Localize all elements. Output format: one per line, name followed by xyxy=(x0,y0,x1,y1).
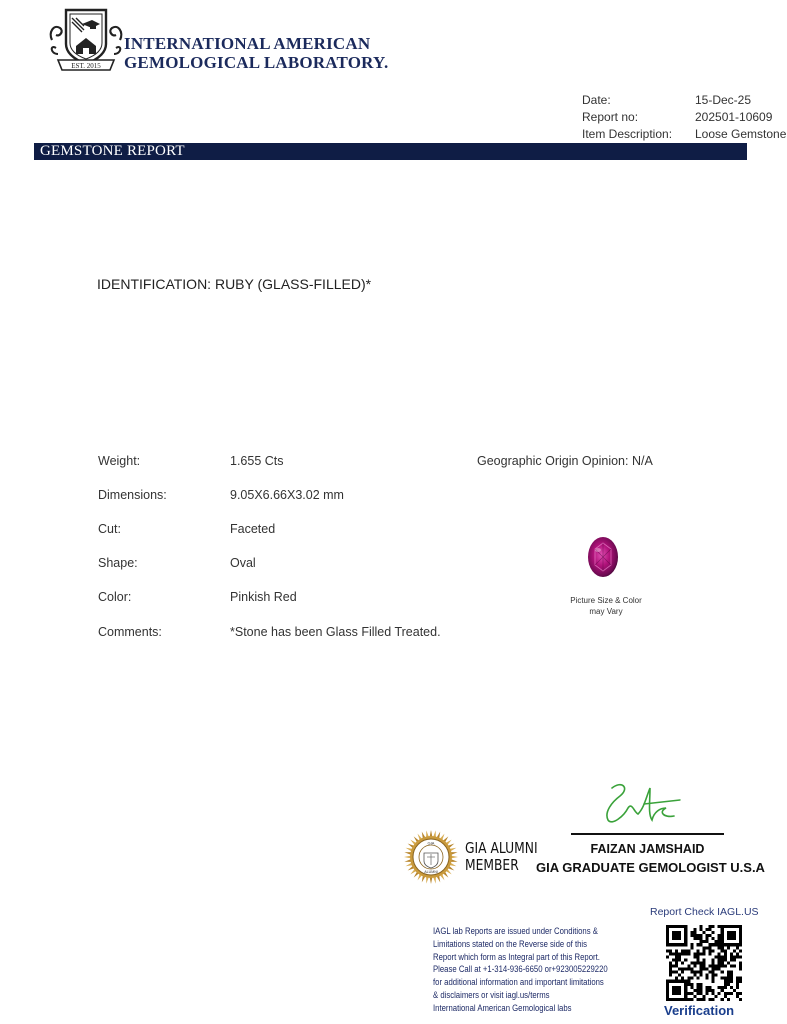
crest-logo-icon xyxy=(48,4,124,74)
identification: IDENTIFICATION: RUBY (GLASS-FILLED)* xyxy=(97,276,372,292)
signer-title: GIA GRADUATE GEMOLOGIST U.S.A xyxy=(536,860,765,875)
report-title: GEMSTONE REPORT xyxy=(40,143,185,159)
shape-label: Shape: xyxy=(98,556,138,570)
date-label: Date: xyxy=(582,93,611,107)
comments-value: *Stone has been Glass Filled Treated. xyxy=(230,625,441,639)
geographic-origin: Geographic Origin Opinion: N/A xyxy=(477,454,653,468)
gia-alumni-line1: GIA ALUMNI xyxy=(465,839,538,857)
svg-text:GIA: GIA xyxy=(427,840,435,846)
verification-label: Verification xyxy=(664,1003,735,1018)
report-check-link[interactable]: Report Check IAGL.US xyxy=(650,906,759,918)
terms-line: for additional information and important limitations xyxy=(433,977,604,988)
oval-gemstone-icon xyxy=(586,535,620,579)
terms-line: & disclaimers or visit iagl.us/terms xyxy=(433,989,550,1000)
terms-text xyxy=(433,925,655,1015)
lab-name-line2: GEMOLOGICAL LABORATORY. xyxy=(124,53,389,72)
picture-note-line2: may Vary xyxy=(589,607,623,616)
gia-alumni-line2: MEMBER xyxy=(465,856,519,874)
qr-code-icon[interactable] xyxy=(666,925,742,1001)
weight-value: 1.655 Cts xyxy=(230,454,284,468)
shape-value: Oval xyxy=(230,556,256,570)
comments-label: Comments: xyxy=(98,625,162,639)
lab-name-line1: INTERNATIONAL AMERICAN xyxy=(124,34,371,53)
signature-line xyxy=(571,833,724,835)
terms-line: IAGL lab Reports are issued under Conditions & xyxy=(433,926,598,936)
report-no-label: Report no: xyxy=(582,110,639,124)
item-description-value: Loose Gemstone xyxy=(695,127,787,141)
color-label: Color: xyxy=(98,590,132,604)
signature-icon xyxy=(594,778,686,830)
svg-text:ALUMNI: ALUMNI xyxy=(424,870,438,874)
weight-label: Weight: xyxy=(98,454,141,468)
picture-note-line1: Picture Size & Color xyxy=(570,596,642,605)
cut-value: Faceted xyxy=(230,522,276,536)
color-value: Pinkish Red xyxy=(230,590,297,604)
terms-line: Limitations stated on the Reverse side of this xyxy=(433,938,588,949)
dimensions-label: Dimensions: xyxy=(98,488,167,502)
gia-alumni-text xyxy=(465,840,538,874)
signer-name: FAIZAN JAMSHAID xyxy=(590,842,705,856)
svg-text:EST. 2015: EST. 2015 xyxy=(71,62,101,70)
picture-note xyxy=(558,595,654,617)
report-no-value: 202501-10609 xyxy=(695,110,773,124)
gia-seal-icon xyxy=(403,829,459,885)
item-description-label: Item Description: xyxy=(582,127,673,141)
terms-line: Please Call at +1-314-936-6650 or+923005229220 xyxy=(433,964,608,975)
terms-line: International American Gemological labs xyxy=(433,1002,572,1013)
date-value: 15-Dec-25 xyxy=(695,93,752,107)
terms-line: Report which form as Integral part of this Report. xyxy=(433,951,600,962)
lab-name xyxy=(124,34,388,72)
cut-label: Cut: xyxy=(98,522,121,536)
dimensions-value: 9.05X6.66X3.02 mm xyxy=(230,488,344,502)
